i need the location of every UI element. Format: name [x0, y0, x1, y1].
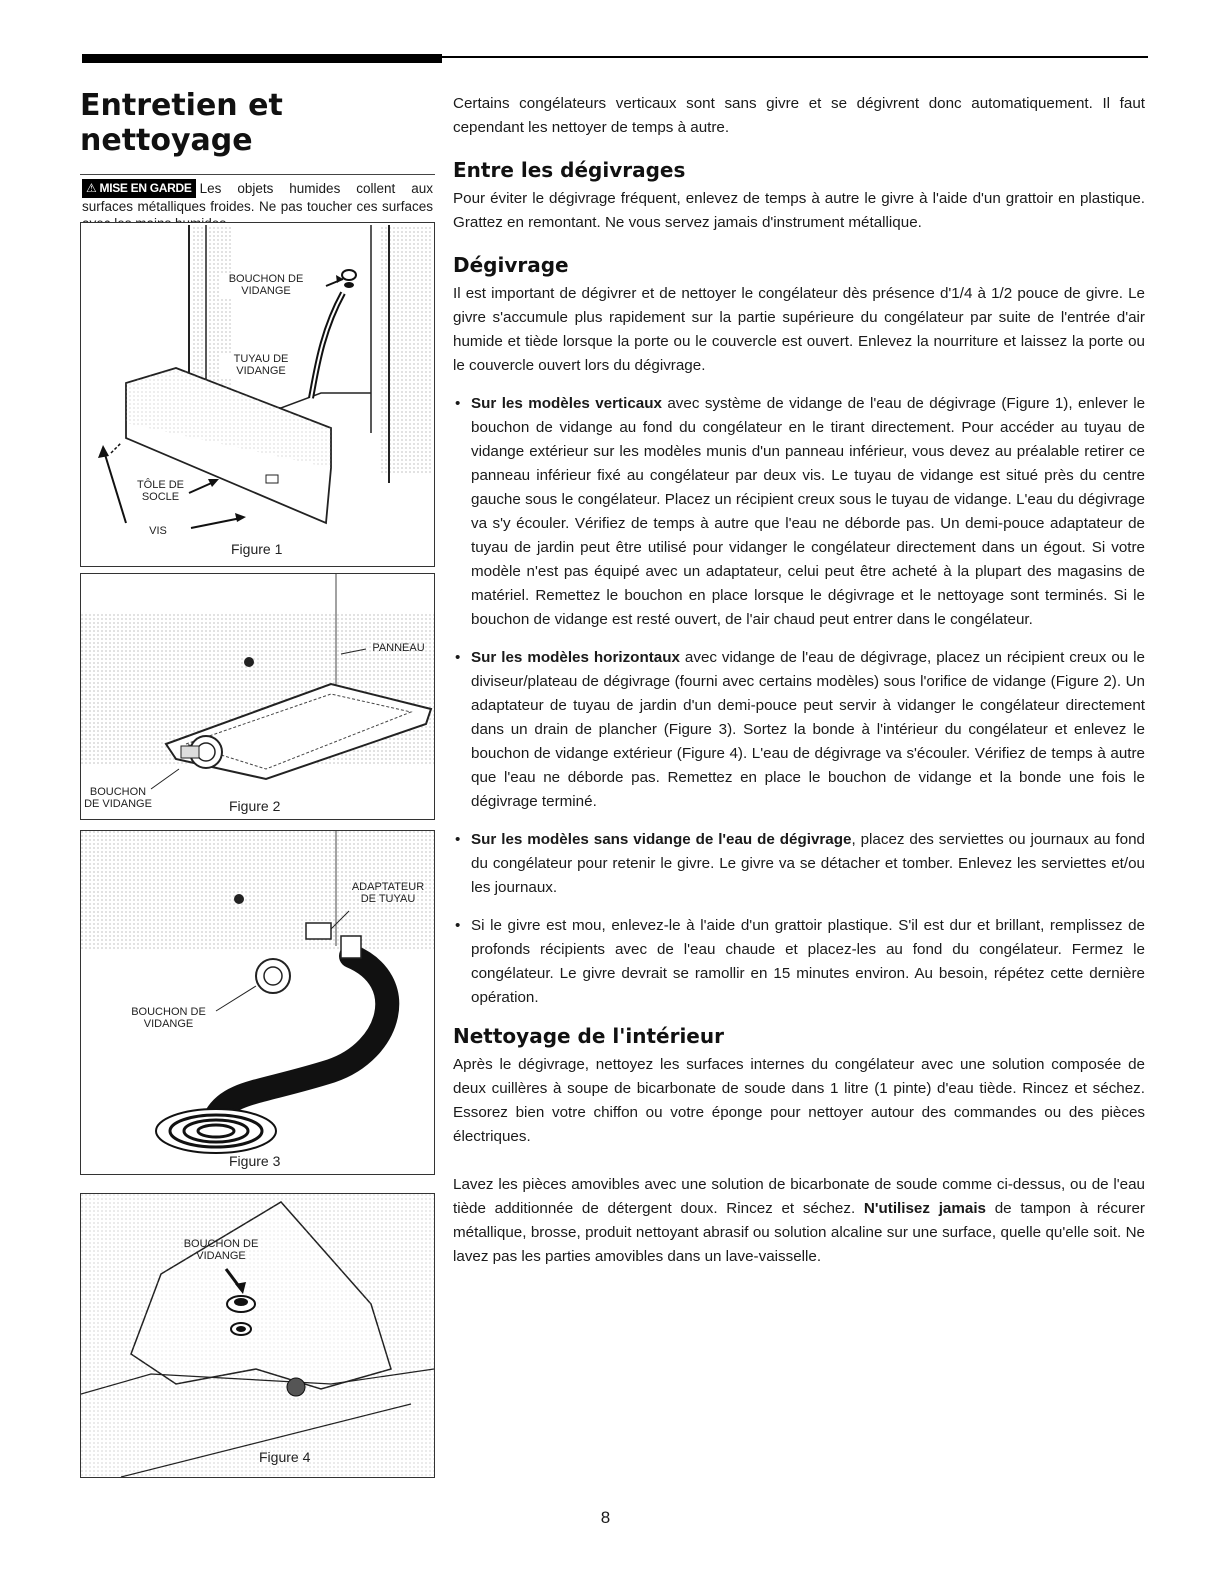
- figure-2: [80, 573, 435, 820]
- bullet-verticaux: [453, 392, 1145, 632]
- bullet-verticaux-bold: Sur les modèles verticaux: [471, 395, 662, 412]
- bullet-sans-vidange-bold: Sur les modèles sans vidange de l'eau de dégivrage: [471, 831, 852, 848]
- figure-2-illustration: [81, 574, 434, 819]
- bullet-givre-mou: [453, 914, 1145, 1010]
- figure-3-caption: Figure 3: [229, 1153, 281, 1169]
- bullet-sans-vidange-text: , placez des serviettes ou journaux au fond du congélateur pour retenir le givre. Le givre va se détacher et tomber. Enlevez les serviettes et/ou les journaux.: [471, 831, 1145, 896]
- figure-2-label-bouchon: BOUCHON DE VIDANGE: [84, 786, 152, 810]
- intro-paragraph: Certains congélateurs verticaux sont sans givre et se dégivrent donc automatiquement. Il faut cependant les nettoyer de temps à autre.: [453, 95, 1145, 136]
- heading-entre-degivrages: Entre les dégivrages: [453, 158, 686, 182]
- header-rule-thin: [442, 56, 1148, 58]
- page-number: 8: [600, 1508, 611, 1527]
- bullet-givre-mou-text: Si le givre est mou, enlevez-le à l'aide d'un grattoir plastique. S'il est dur et brillant, remplissez de profonds récipients avec de l'eau chaude et placez-les au fond du congélateur. Fermez le congélateur. Le givre devrait se ramollir en 15 minutes environ. Au besoin, répétez cette dernière opération.: [471, 917, 1145, 1006]
- figure-1-caption: Figure 1: [231, 541, 283, 557]
- bullet-verticaux-text: avec système de vidange de l'eau de dégivrage (Figure 1), enlever le bouchon de vidange au fond du congélateur en le tirant directement. Pour accéder au tuyau de vidange extérieur sur les modèles munis d'un panneau inférieur, vous devez au préalable retirer ce panneau inférieur fixé au congélateur par deux vis. Le tuyau de vidange est situé près du centre gauche sous le congélateur. Placez un récipient creux sous le tuyau de vidange. L'eau du dégivrage va s'y écouler. Vérifiez de temps à autre que l'eau ne déborde pas. Un demi-pouce adaptateur de tuyau de jardin peut être utilisé pour vidanger le congélateur directement dans un égout. Si votre modèle n'est pas équipé avec un adaptateur, celui peut être acheté à la plupart des magasins de matériel. Remettez le bouchon en place lorsque le dégivrage et le nettoyage sont terminés. Si le bouchon de vidange est resté ouvert, de l'air chaud peut entrer dans le congélateur.: [471, 395, 1146, 628]
- figure-4-illustration: [81, 1194, 434, 1477]
- header-rule-thick: [82, 54, 442, 63]
- paragraph-nettoyage-1: Après le dégivrage, nettoyez les surfaces internes du congélateur avec une solution composée de deux cuillères à soupe de bicarbonate de soude dans 1 litre (1 pinte) d'eau tiède. Rincez et séchez. Essorez bien votre chiffon ou votre éponge pour nettoyer autour des commandes ou des pièces électriques.: [453, 1056, 1145, 1145]
- bullet-sans-vidange: [453, 828, 1145, 900]
- warning-badge-text: MISE EN GARDE: [99, 181, 192, 195]
- figure-2-label-panneau: PANNEAU: [372, 642, 425, 654]
- bullet-horizontaux-bold: Sur les modèles horizontaux: [471, 649, 680, 666]
- figure-1-label-tole: TÔLE DE SOCLE: [133, 479, 188, 503]
- figure-1-label-tuyau: TUYAU DE VIDANGE: [221, 353, 301, 377]
- bullet-horizontaux: [453, 646, 1145, 814]
- figure-3-label-bouchon: BOUCHON DE VIDANGE: [131, 1006, 206, 1030]
- paragraph-nettoyage-2-bold-1: N'utilisez: [863, 1200, 930, 1217]
- figure-4: [80, 1193, 435, 1478]
- figure-3-label-adaptateur: ADAPTATEUR DE TUYAU: [351, 881, 425, 905]
- heading-degivrage: Dégivrage: [453, 253, 569, 277]
- figure-3: [80, 830, 435, 1175]
- paragraph-nettoyage-2-bold-2: jamais: [938, 1200, 986, 1217]
- figure-1-label-vis: VIS: [149, 525, 167, 537]
- paragraph-nettoyage-2-text-c: de tampon à récurer métallique, brosse, produit nettoyant abrasif ou solution alcaline sur une surface, quelle qu'elle soit. Ne lavez pas les parties amovibles dans un lave-vaisselle.: [453, 1200, 1145, 1265]
- paragraph-entre-degivrages: Pour éviter le dégivrage fréquent, enlevez de temps à autre le givre à l'aide d'un grattoir en plastique. Grattez en remontant. Ne vous servez jamais d'instrument métallique.: [453, 190, 1145, 231]
- paragraph-nettoyage-2: [453, 1173, 1145, 1269]
- bullet-horizontaux-text: avec vidange de l'eau de dégivrage, placez un récipient creux ou le diviseur/plateau de dégivrage (fourni avec certains modèles) sous l'orifice de vidange (Figure 2). Un adaptateur de tuyau de jardin d'un demi-pouce peut servir à vidanger le congélateur directement dans un drain de plancher (Figure 3). Sortez la bonde à l'intérieur du congélateur et enlevez le bouchon de vidange extérieur (Figure 4). L'eau de dégivrage va s'écouler. Vérifiez de temps à autre que l'eau ne déborde pas. Remettez en place le bouchon de vidange et la bonde une fois le dégivrage terminé.: [471, 649, 1145, 810]
- paragraph-degivrage: Il est important de dégivrer et de nettoyer le congélateur dès présence d'1/4 à 1/2 pouce de givre. Le givre s'accumule plus rapidement sur la partie supérieure du congélateur par suite de l'entrée d'air humide et tiède lorsque la porte ou le couvercle est ouvert. Enlevez la nourriture et laissez la porte ou le couvercle ouvert lors du dégivrage.: [453, 285, 1145, 374]
- page-title: Entretien et nettoyage: [80, 88, 283, 158]
- figure-4-label-bouchon: BOUCHON DE VIDANGE: [183, 1238, 259, 1262]
- figure-1-label-bouchon: BOUCHON DE VIDANGE: [221, 273, 311, 297]
- right-column: [453, 92, 1145, 1269]
- figure-4-caption: Figure 4: [259, 1449, 311, 1465]
- paragraph-nettoyage-2-text-a: Lavez les pièces amovibles avec une solution de bicarbonate de soude comme ci-dessus, ou de l'eau tiède additionnée de détergent doux. Rincez et séchez.: [453, 1176, 1145, 1217]
- left-column: [80, 80, 435, 238]
- figure-1: [80, 222, 435, 567]
- degivrage-bullet-list: [453, 392, 1145, 1010]
- warning-text: Les objets humides collent aux surfaces métalliques froides. Ne pas toucher ces surfaces: [82, 181, 433, 214]
- figure-2-caption: Figure 2: [229, 798, 281, 814]
- heading-nettoyage-interieur: Nettoyage de l'intérieur: [453, 1024, 724, 1048]
- warning-badge: ⚠ MISE EN GARDE: [82, 179, 196, 198]
